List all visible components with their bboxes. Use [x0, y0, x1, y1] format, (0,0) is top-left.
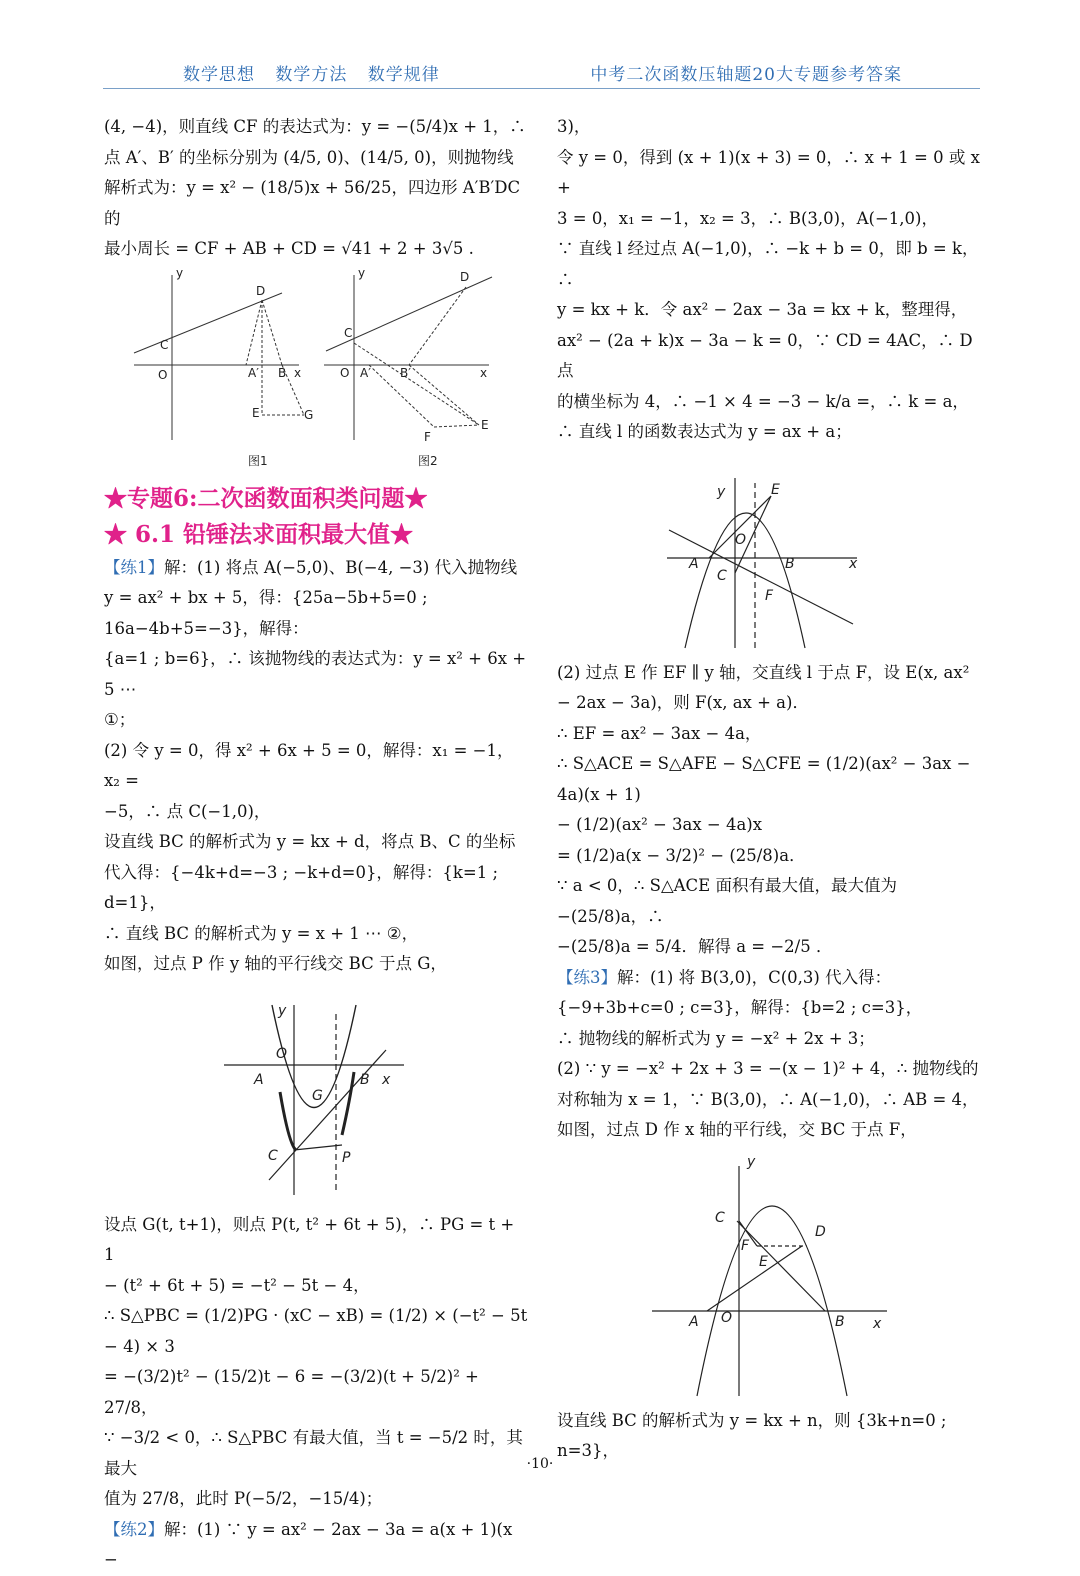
text-line: ax² − (2a + k)x − 3a − k = 0，∵ CD = 4AC，∴ D 点 [557, 330, 978, 380]
text-line: 令 y = 0，得到 (x + 1)(x + 3) = 0，∴ x + 1 = 0 或 x + [557, 147, 986, 197]
text-line: 对称轴为 x = 1，∵ B(3,0)，∴ A(−1,0)，∴ AB = 4， [557, 1089, 979, 1109]
fig-label: y [358, 265, 366, 280]
fig3-label: P [342, 1149, 351, 1166]
fig-label: G [304, 407, 314, 422]
text-line: ∴ S△ACE = S△AFE − S△CFE = (1/2)(ax² − 3ax − 4a)(x + 1) [557, 754, 976, 804]
fig4-label: x [849, 555, 858, 572]
text-line: 如图，过点 D 作 x 轴的平行线，交 BC 于点 F， [557, 1120, 917, 1139]
fig4-label: O [735, 531, 747, 548]
fig-label: B [278, 365, 287, 380]
text-line: ①； [104, 710, 136, 729]
text-line: 代入得：{−4k+d=−3 ; −k+d=0}，解得：{k=1 ; d=1}， [104, 862, 504, 912]
fig-label: C [160, 337, 169, 352]
text-line: {−9+3b+c=0 ; c=3}，解得：{b=2 ; c=3}， [557, 998, 923, 1017]
fig5-label: D [815, 1223, 826, 1240]
text-line: y = kx + k．令 ax² − 2ax − 3a = kx + k，整理得， [557, 300, 968, 319]
right-column [557, 112, 986, 1467]
text-line: ∴ S△PBC = (1/2)PG · (xC − xB) = (1/2) × (−t² − 5t − 4) × 3 [104, 1306, 533, 1356]
text-line: ∴ 直线 l 的函数表达式为 y = ax + a； [557, 422, 852, 441]
text-line: 如图，过点 P 作 y 轴的平行线交 BC 于点 G， [104, 954, 447, 973]
text-line: ∵ −3/2 < 0，∴ S△PBC 有最大值，当 t = −5/2 时，其最大 [104, 1428, 523, 1478]
text-line: ∴ 抛物线的解析式为 y = −x² + 2x + 3； [557, 1028, 875, 1048]
text-line: 的横坐标为 4，∴ −1 × 4 = −3 − k/a =，∴ k = a， [557, 391, 969, 411]
fig3-label: A [254, 1071, 264, 1088]
fig-label: x [294, 365, 302, 380]
page-header [103, 56, 980, 89]
text-line: 【练1】解：(1) 将点 A(−5,0)、B(−4, −3) 代入抛物线 [104, 557, 518, 577]
fig-label: D [256, 283, 266, 298]
fig5-label: O [721, 1309, 733, 1326]
fig3-label: y [278, 1002, 287, 1019]
fig5-label: E [759, 1253, 768, 1270]
fig3-label: B [360, 1071, 370, 1088]
text-line: 3 = 0，x₁ = −1，x₂ = 3，∴ B(3,0)，A(−1,0)， [557, 208, 938, 228]
fig4-label: y [717, 483, 726, 500]
fig-label: E [252, 405, 260, 420]
text-line: 点 A′、B′ 的坐标分别为 (4/5, 0)、(14/5, 0)，则抛物线 [104, 147, 514, 167]
fig4-label: B [785, 555, 795, 572]
text-line: ∵ 直线 l 经过点 A(−1,0)，∴ −k + b = 0，即 b = k，∴ [557, 239, 979, 289]
figure-caption-1: 图1 [248, 453, 268, 468]
fig-label: C [344, 325, 353, 340]
figure-1-2 [104, 265, 528, 475]
text-line: 【练2】解：(1) ∵ y = ax² − 2ax − 3a = a(x + 1)(x − [104, 1519, 518, 1569]
fig-label: O [158, 367, 168, 382]
figure-3 [104, 980, 528, 1210]
text-line: ∴ 直线 BC 的解析式为 y = x + 1 ⋯ ②， [104, 923, 419, 943]
figure-5 [557, 1146, 981, 1406]
fig4-label: E [771, 481, 780, 498]
fig-label: D [460, 269, 470, 284]
fig-label: O [340, 365, 350, 380]
exercise-tag: 【练1】 [104, 557, 164, 577]
fig3-label: G [312, 1087, 323, 1104]
text-line: − 2ax − 3a)，则 F(x, ax + a)． [557, 693, 809, 712]
fig-label: x [480, 365, 488, 380]
text-line: 最小周长 = CF + AB + CD = √41 + 2 + 3√5 . [104, 239, 474, 258]
fig3-label: O [276, 1045, 288, 1062]
fig-label: B′ [400, 365, 411, 380]
text-line: 设直线 BC 的解析式为 y = kx + n，则 {3k+n=0 ; n=3}， [557, 1410, 952, 1460]
text-line: y = ax² + bx + 5，得：{25a−5b+5=0 ; 16a−4b+5=−3}，解得： [104, 588, 433, 638]
section-heading: ★专题6:二次函数面积类问题★ [104, 484, 428, 512]
text-line: − (1/2)(ax² − 3ax − 4a)x [557, 815, 763, 834]
text-line: ∵ a < 0，∴ S△ACE 面积有最大值，最大值为 −(25/8)a，∴ [557, 876, 903, 926]
header-right: 中考二次函数压轴题20大专题参考答案 [590, 65, 902, 85]
text-line: 解析式为：y = x² − (18/5)x + 56/25，四边形 A′B′DC 的 [104, 178, 526, 228]
fig-label: E [481, 417, 489, 432]
text-line: = (1/2)a(x − 3/2)² − (25/8)a． [557, 845, 806, 865]
header-left: 数学思想 数学方法 数学规律 [183, 65, 440, 85]
fig5-label: C [715, 1209, 725, 1226]
figure-4 [557, 448, 981, 658]
text-line: 3)， [557, 117, 591, 136]
text-line: 值为 27/8，此时 P(−5/2，−15/4)； [104, 1489, 383, 1508]
text-line: 设点 G(t, t+1)，则点 P(t, t² + 6t + 5)，∴ PG = t + 1 [104, 1214, 520, 1264]
fig4-label: A [689, 555, 699, 572]
fig-label: F [424, 429, 431, 444]
exercise-tag: 【练2】 [104, 1519, 164, 1539]
fig3-label: C [268, 1147, 278, 1164]
fig4-label: F [765, 587, 774, 604]
fig5-label: y [747, 1153, 756, 1170]
fig5-label: x [873, 1315, 882, 1332]
left-column [104, 112, 533, 1576]
text-line: 设直线 BC 的解析式为 y = kx + d，将点 B、C 的坐标 [104, 832, 516, 851]
fig5-label: B [835, 1313, 845, 1330]
text-line: = −(3/2)t² − (15/2)t − 6 = −(3/2)(t + 5/2)² + 27/8， [104, 1367, 485, 1417]
text-line: −5，∴ 点 C(−1,0)， [104, 801, 271, 821]
text-line: (2) ∵ y = −x² + 2x + 3 = −(x − 1)² + 4，∴ 抛物线的 [557, 1059, 979, 1078]
fig3-label: x [382, 1071, 391, 1088]
fig-label: A′ [360, 365, 371, 380]
fig-label: A′ [248, 365, 259, 380]
text-line: − (t² + 6t + 5) = −t² − 5t − 4， [104, 1275, 370, 1295]
text-line: −(25/8)a = 5/4．解得 a = −2/5 ． [557, 937, 833, 956]
text-line: (2) 令 y = 0，得 x² + 6x + 5 = 0，解得：x₁ = −1，x₂ = [104, 740, 514, 790]
fig4-label: C [717, 567, 727, 584]
fig-label: y [176, 265, 184, 280]
figure-caption-2: 图2 [418, 453, 438, 468]
page-number: ·10· [526, 1456, 554, 1472]
text-line: 【练3】解：(1) 将 B(3,0)，C(0,3) 代入得： [557, 967, 892, 987]
text-line: (4, −4)，则直线 CF 的表达式为：y = −(5/4)x + 1，∴ [104, 117, 526, 136]
text-line: (2) 过点 E 作 EF ∥ y 轴，交直线 l 于点 F，设 E(x, ax² [557, 662, 970, 682]
fig5-label: A [689, 1313, 699, 1330]
subsection-heading: ★ 6.1 铅锤法求面积最大值★ [104, 520, 414, 548]
text-line: {a=1 ; b=6}，∴ 该抛物线的表达式为：y = x² + 6x + 5 ⋯ [104, 649, 532, 699]
fig5-label: F [741, 1237, 750, 1254]
text-line: ∴ EF = ax² − 3ax − 4a， [557, 723, 762, 743]
exercise-tag: 【练3】 [557, 967, 617, 987]
